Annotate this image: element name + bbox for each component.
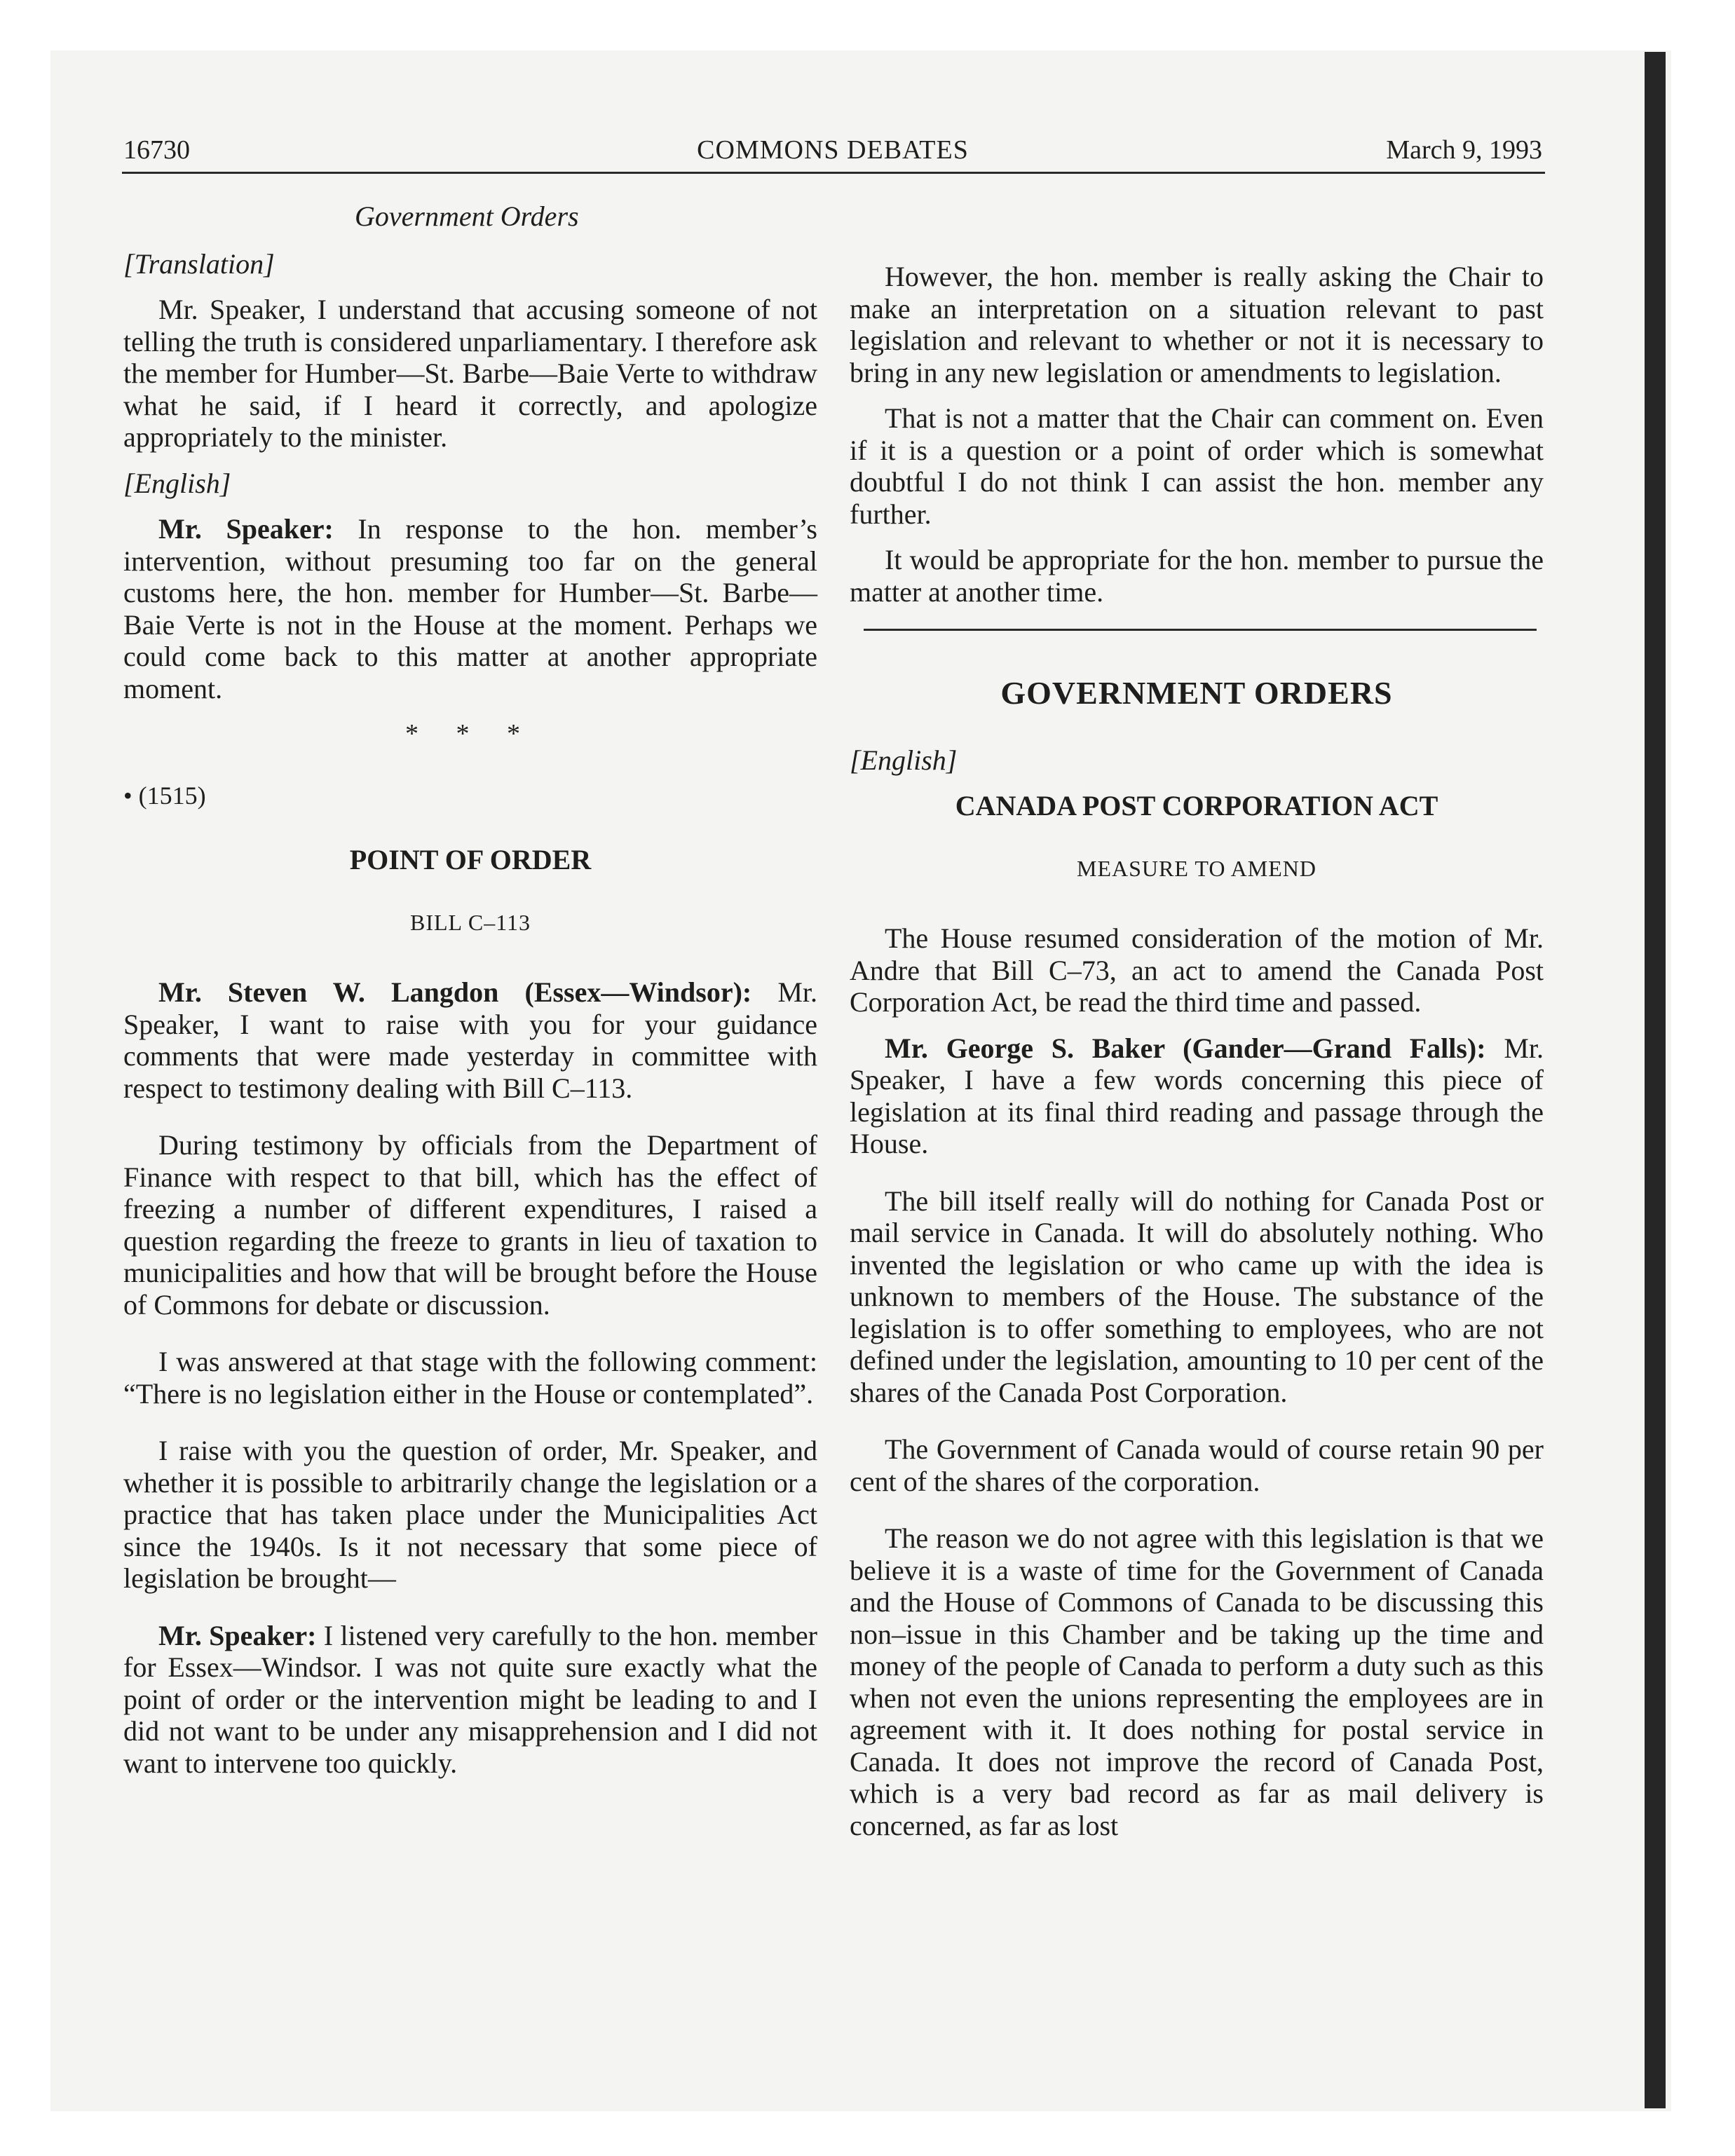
paragraph: The reason we do not agree with this legislation is that we believe it is a waste of time for the Government of Canada and the House of Commons of Canada to be discussing this non–issue in this Chamber and be taking up the time and money of the people of Canada to perform a duty such as this when not even the unions representing the employees are in agreement with it. It does nothing for postal service in Canada. It does not improve the record of Canada Post, which is a very bad record as far as mail delivery is concerned, as far as lost — [850, 1522, 1544, 1841]
paragraph — [123, 513, 817, 704]
paragraph: However, the hon. member is really asking the Chair to make an interpretation on a situation relevant to past legislation and relevant to whether or not it is necessary to bring in any new legislation or amendments to legislation. — [850, 261, 1544, 388]
speech-text: I listened very carefully to the hon. member for Essex—Windsor. I was not quite sure exactly what the point of order or the intervention might be leading to and I did not want to be under any misapprehension and I did not want to intervene too quickly. — [123, 1619, 817, 1779]
page-header — [123, 132, 1542, 171]
left-column — [123, 200, 817, 1793]
paragraph — [123, 976, 817, 1104]
paragraph: Mr. Speaker, I understand that accusing someone of not telling the truth is considered unparliamentary. I therefore ask the member for Humber—St. Barbe—Baie Verte to withdraw what he said, if I heard it correctly, and apologize appropriately to the minister. — [123, 294, 817, 453]
paragraph: The Government of Canada would of course retain 90 per cent of the shares of the corporation. — [850, 1433, 1544, 1497]
paragraph: I raise with you the question of order, Mr. Speaker, and whether it is possible to arbitrarily change the legislation or a practice that has taken place under the Municipalities Act since the 1940s. Is it not necessary that some piece of legislation be brought— — [123, 1435, 817, 1594]
speech-text: In response to the hon. member’s intervention, without presuming too far on the general customs here, the hon. member for Humber—St. Barbe—Baie Verte is not in the House at the moment. Perhaps we could come back to this matter at another appropriate moment. — [123, 513, 817, 704]
major-heading: GOVERNMENT ORDERS — [1000, 675, 1393, 711]
speaker-name: Mr. Speaker: — [158, 1619, 317, 1651]
paragraph: During testimony by officials from the Department of Finance with respect to that bill, which has the effect of freezing a number of different expenditures, I raised a question regarding the freeze to grants in lieu of taxation to municipalities and how that will be brought before the House of Commons for debate or discussion. — [123, 1129, 817, 1321]
paragraph: The bill itself really will do nothing for Canada Post or mail service in Canada. It will do absolutely nothing. Who invented the legislation or who came up with the idea is unknown to members of the House. The substance of the legislation is to offer something to employees, who are not defined under the legislation, amounting to 10 per cent of the shares of the Canada Post Corporation. — [850, 1185, 1544, 1408]
english-tag: [English] — [850, 744, 958, 776]
page-number: 16730 — [123, 135, 190, 165]
paragraph: The House resumed consideration of the motion of Mr. Andre that Bill C–73, an act to amend the Canada Post Corporation Act, be read the third time and passed. — [850, 922, 1544, 1018]
paragraph: That is not a matter that the Chair can comment on. Even if it is a question or a point of order which is somewhat doubtful I do not think I can assist the hon. member any further. — [850, 402, 1544, 530]
section-break-stars: * * * — [405, 719, 536, 749]
translation-tag: [Translation] — [123, 247, 275, 280]
paragraph: It would be appropriate for the hon. member to pursue the matter at another time. — [850, 544, 1544, 608]
speaker-name: Mr. Speaker: — [158, 513, 334, 545]
speech-text: Mr. Speaker, I have a few words concerning this piece of legislation at its final third reading and passage through the House. — [850, 1032, 1544, 1159]
publication-title: COMMONS DEBATES — [697, 135, 969, 165]
speaker-name: Mr. Steven W. Langdon (Essex—Windsor): — [158, 976, 752, 1008]
publication-date: March 9, 1993 — [1386, 135, 1542, 165]
paragraph — [123, 1620, 817, 1780]
speech-text: Mr. Speaker, I want to raise with you for your guidance comments that were made yesterday in committee with respect to testimony dealing with Bill C–113. — [123, 976, 817, 1104]
speaker-name: Mr. George S. Baker (Gander—Grand Falls): — [885, 1032, 1486, 1064]
english-tag: [English] — [123, 467, 231, 499]
scan-edge-shadow — [1645, 52, 1666, 2108]
running-head: Government Orders — [355, 200, 579, 232]
section-title: CANADA POST CORPORATION ACT — [955, 790, 1438, 821]
timestamp: • (1515) — [123, 781, 206, 810]
section-subtitle: MEASURE TO AMEND — [1077, 855, 1316, 881]
paragraph — [850, 1032, 1544, 1160]
section-title: POINT OF ORDER — [349, 844, 592, 875]
paragraph: I was answered at that stage with the following comment: “There is no legislation either in the House or contemplated”. — [123, 1346, 817, 1410]
section-subtitle: BILL C–113 — [409, 909, 531, 935]
right-column — [850, 261, 1544, 1855]
section-divider — [864, 629, 1537, 631]
header-rule — [122, 172, 1545, 174]
